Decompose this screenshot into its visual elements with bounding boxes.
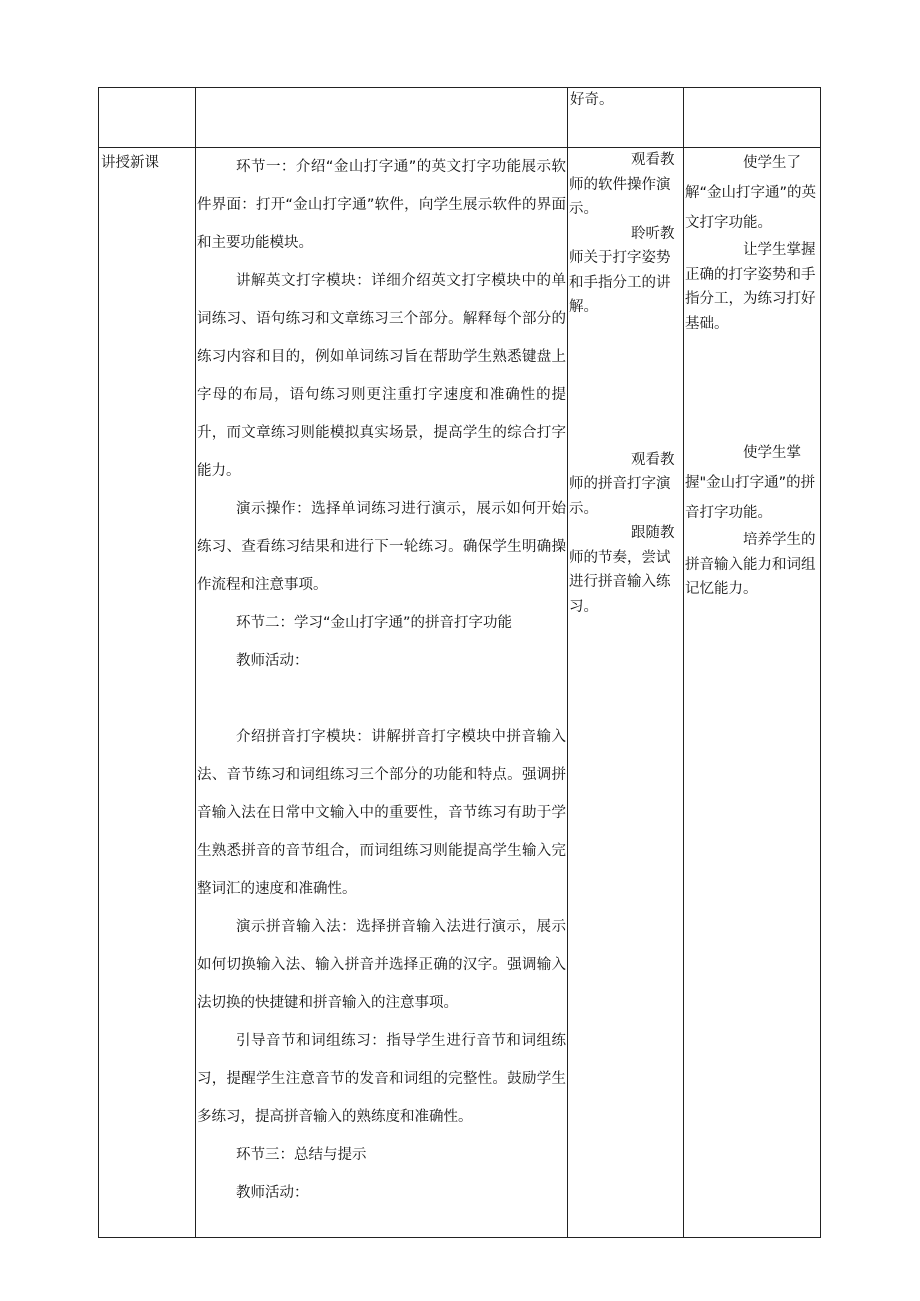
cell-student-tail — [568, 88, 684, 148]
student-activity-text — [568, 148, 683, 619]
teacher-activity-text — [196, 148, 567, 1212]
teacher-paragraph: 演示操作：选择单词练习进行演示，展示如何开始练习、查看练习结果和进行下一轮练习。确保学生明确操作流程和注意事项。 — [197, 501, 566, 593]
teacher-paragraph: 环节三：总结与提示 — [236, 1147, 367, 1163]
table-row-continuation — [99, 88, 821, 148]
teacher-paragraph: 教师活动： — [236, 1185, 309, 1201]
cell-teacher-activity — [196, 148, 568, 1238]
cell-student-activity — [568, 148, 684, 1238]
table-row-new-lesson — [99, 148, 821, 1238]
teacher-paragraph: 引导音节和词组练习：指导学生进行音节和词组练习，提醒学生注意音节的发音和词组的完整性。鼓励学生多练习，提高拼音输入的熟练度和准确性。 — [197, 1033, 566, 1125]
cell-empty-4 — [684, 88, 821, 148]
cell-empty-1 — [99, 88, 196, 148]
teacher-paragraph: 讲解英文打字模块：详细介绍英文打字模块中的单词练习、语句练习和文章练习三个部分。解释每个部分的练习内容和目的，例如单词练习旨在帮助学生熟悉键盘上字母的布局，语句练习则更注重打字速度和准确性的提升，而文章练习则能模拟真实场景，提高学生的综合打字能力。 — [197, 273, 566, 479]
cell-design-intent — [684, 148, 821, 1238]
teacher-paragraph: 介绍拼音打字模块：讲解拼音打字模块中拼音输入法、音节练习和词组练习三个部分的功能和特点。强调拼音输入法在日常中文输入中的重要性，音节练习有助于学生熟悉拼音的音节组合，而词组练习则能提高学生输入完整词汇的速度和准确性。 — [197, 729, 566, 897]
student-activity-item: 观看教师的拼音打字演示。 — [569, 451, 675, 517]
student-activity-item: 聆听教师关于打字姿势和手指分工的讲解。 — [569, 225, 675, 315]
design-intent-item: 使学生掌握"金山打字通”的拼音打字功能。 — [685, 445, 816, 521]
teacher-paragraph: 环节一：介绍“金山打字通”的英文打字功能展示软件界面：打开“金山打字通”软件，向学生展示软件的界面和主要功能模块。 — [197, 159, 566, 251]
teacher-paragraph: 教师活动： — [236, 653, 309, 669]
design-intent-text — [684, 148, 820, 602]
design-intent-item: 培养学生的拼音输入能力和词组记忆能力。 — [685, 532, 816, 597]
design-intent-item: 让学生掌握正确的打字姿势和手指分工，为练习打好基础。 — [685, 242, 816, 332]
student-activity-item: 跟随教师的节奏，尝试进行拼音输入练习。 — [569, 525, 675, 615]
design-intent-item: 使学生了解“金山打字通”的英文打字功能。 — [685, 155, 817, 231]
cell-section-label — [99, 148, 196, 1238]
student-activity-item: 观看教师的软件操作演示。 — [569, 152, 675, 217]
teacher-paragraph: 环节二：学习“金山打字通”的拼音打字功能 — [236, 615, 513, 631]
student-tail-text: 好奇。 — [570, 92, 614, 108]
cell-empty-2 — [196, 88, 568, 148]
section-label: 讲授新课 — [101, 155, 159, 171]
teacher-paragraph: 演示拼音输入法：选择拼音输入法进行演示，展示如何切换输入法、输入拼音并选择正确的汉字。强调输入法切换的快捷键和拼音输入的注意事项。 — [197, 919, 566, 1011]
lesson-plan-table — [98, 87, 821, 1238]
